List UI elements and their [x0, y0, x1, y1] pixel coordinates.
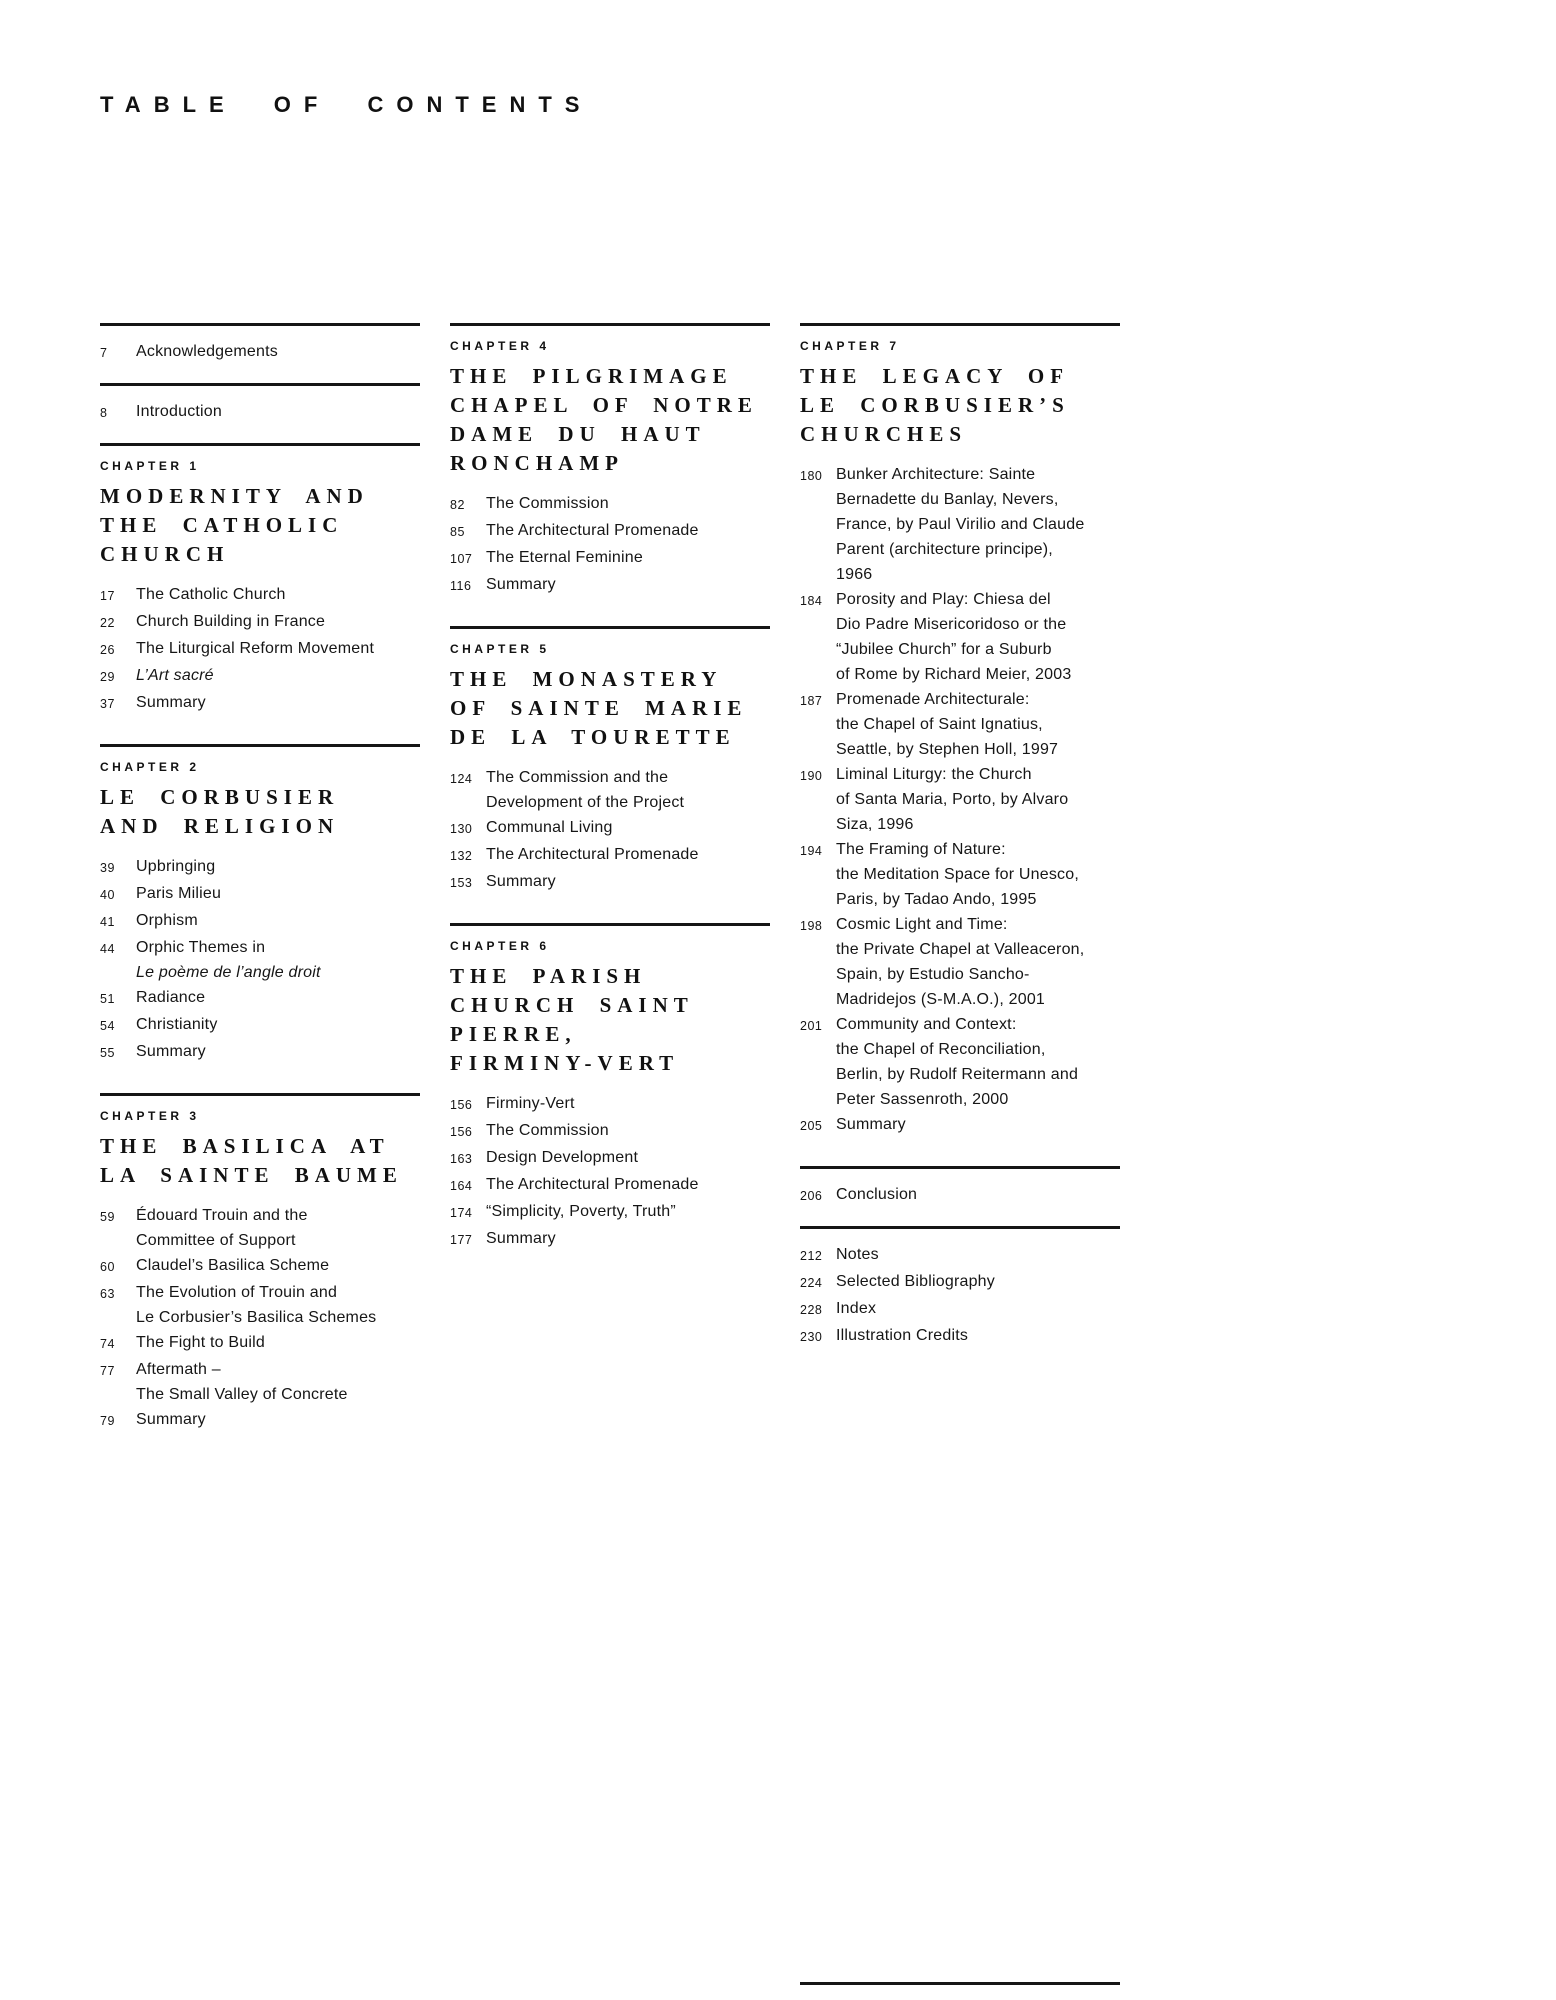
toc-entry	[800, 1323, 1120, 1350]
chapter-title-line: FIRMINY-VERT	[450, 1051, 680, 1075]
entry-title-line: The Small Valley of Concrete	[136, 1386, 348, 1403]
entry-title-line: Orphic Themes in	[136, 939, 266, 956]
entry-page-number: 40	[100, 888, 115, 902]
toc-entry	[100, 399, 420, 426]
chapter-title	[100, 1132, 420, 1190]
entry-title-line: Bernadette du Banlay, Nevers,	[836, 491, 1059, 508]
section-rule	[800, 323, 1120, 326]
chapter-title	[450, 665, 770, 752]
entry-title-line: of Rome by Richard Meier, 2003	[836, 666, 1072, 683]
entry-title	[136, 1280, 420, 1330]
entry-page-number: 26	[100, 643, 115, 657]
entry-page-number: 29	[100, 670, 115, 684]
entry-title-line: Introduction	[136, 403, 223, 420]
chapter-label: CHAPTER 5	[450, 642, 550, 656]
page-title: TABLE OF CONTENTS	[100, 92, 593, 117]
entry-page-number: 79	[100, 1414, 115, 1428]
toc-entry	[100, 881, 420, 908]
entry-page-number: 39	[100, 861, 115, 875]
entry-page-number: 44	[100, 942, 115, 956]
entry-title-line: Le Corbusier’s Basilica Schemes	[136, 1309, 377, 1326]
entry-title-line: the Chapel of Reconciliation,	[836, 1041, 1046, 1058]
entry-title-line: Liminal Liturgy: the Church	[836, 766, 1032, 783]
entry-page-number: 163	[450, 1152, 473, 1166]
toc-entry	[450, 765, 770, 815]
entry-title-line: Index	[836, 1300, 877, 1317]
toc-entry	[100, 908, 420, 935]
toc-entry	[800, 1112, 1120, 1139]
chapter-title	[800, 362, 1120, 449]
entry-title-line: Conclusion	[836, 1186, 918, 1203]
entry-page-number: 85	[450, 525, 465, 539]
toc-entry	[450, 1172, 770, 1199]
entry-title-line: The Framing of Nature:	[836, 841, 1006, 858]
entry-title	[836, 837, 1120, 912]
entry-page-number: 22	[100, 616, 115, 630]
entry-title	[836, 1242, 1120, 1269]
chapter-label: CHAPTER 1	[100, 459, 200, 473]
chapter-title	[450, 962, 770, 1078]
chapter-title-line: THE BASILICA AT	[100, 1134, 390, 1158]
entry-title	[486, 491, 770, 518]
entry-title-line: Porosity and Play: Chiesa del	[836, 591, 1051, 608]
entry-page-number: 132	[450, 849, 473, 863]
toc-entry	[100, 1203, 420, 1253]
entry-title-line: The Fight to Build	[136, 1334, 265, 1351]
entry-title-line: Le poème de l’angle droit	[136, 964, 321, 981]
entry-title	[486, 869, 770, 896]
toc-entry	[800, 1269, 1120, 1296]
entry-title-line: Parent (architecture principe),	[836, 541, 1053, 558]
entry-title	[136, 985, 420, 1012]
chapter-title-line: THE MONASTERY	[450, 667, 723, 691]
entry-page-number: 17	[100, 589, 115, 603]
section-rule	[450, 323, 770, 326]
toc-entry	[800, 837, 1120, 912]
entry-title	[486, 572, 770, 599]
entry-title-line: the Meditation Space for Unesco,	[836, 866, 1079, 883]
toc-entry	[800, 1182, 1120, 1209]
toc-entry	[450, 545, 770, 572]
chapter-title	[100, 783, 420, 841]
entry-title	[486, 518, 770, 545]
entry-title-line: Siza, 1996	[836, 816, 914, 833]
entry-title-line: Summary	[136, 1411, 206, 1428]
toc-section	[450, 923, 770, 1253]
entry-title-line: Bunker Architecture: Sainte	[836, 466, 1036, 483]
entry-page-number: 205	[800, 1119, 823, 1133]
entry-title-line: Cosmic Light and Time:	[836, 916, 1008, 933]
entry-page-number: 180	[800, 469, 823, 483]
entry-title	[486, 1091, 770, 1118]
entry-page-number: 54	[100, 1019, 115, 1033]
toc-entry	[800, 587, 1120, 687]
entry-title	[836, 912, 1120, 1012]
section-rule	[450, 626, 770, 629]
entry-title-line: Claudel’s Basilica Scheme	[136, 1257, 330, 1274]
entry-title-line: The Eternal Feminine	[486, 549, 643, 566]
entry-page-number: 130	[450, 822, 473, 836]
toc-section	[100, 443, 420, 717]
entry-title	[836, 1323, 1120, 1350]
chapter-label: CHAPTER 3	[100, 1109, 200, 1123]
entry-title-line: “Simplicity, Poverty, Truth”	[486, 1203, 676, 1220]
entry-title	[136, 690, 420, 717]
chapter-title-line: DAME DU HAUT	[450, 422, 706, 446]
chapter-title-line: OF SAINTE MARIE	[450, 696, 748, 720]
entry-title	[136, 399, 420, 426]
entry-title	[836, 1182, 1120, 1209]
toc-entry	[450, 1145, 770, 1172]
entry-page-number: 7	[100, 346, 108, 360]
toc-column-3	[800, 323, 1120, 1461]
toc-entry	[450, 869, 770, 896]
entry-page-number: 153	[450, 876, 473, 890]
entry-title-line: Community and Context:	[836, 1016, 1017, 1033]
chapter-title-line: RONCHAMP	[450, 451, 624, 475]
entry-page-number: 124	[450, 772, 473, 786]
toc-section	[800, 1226, 1120, 1350]
toc-entry	[450, 518, 770, 545]
entry-title-line: Peter Sassenroth, 2000	[836, 1091, 1009, 1108]
entry-page-number: 224	[800, 1276, 823, 1290]
entry-page-number: 184	[800, 594, 823, 608]
entry-title-line: Radiance	[136, 989, 206, 1006]
entry-title-line: The Architectural Promenade	[486, 522, 699, 539]
entry-title	[136, 908, 420, 935]
entry-page-number: 55	[100, 1046, 115, 1060]
entry-title	[136, 339, 420, 366]
toc-entry	[100, 1357, 420, 1407]
chapter-label: CHAPTER 4	[450, 339, 550, 353]
toc-entry	[800, 462, 1120, 587]
toc-entry	[450, 572, 770, 599]
entry-title-line: The Catholic Church	[136, 586, 286, 603]
entry-title-line: Notes	[836, 1246, 879, 1263]
entry-title-line: Upbringing	[136, 858, 216, 875]
entry-title	[836, 1269, 1120, 1296]
entry-page-number: 107	[450, 552, 473, 566]
section-rule	[100, 1093, 420, 1096]
entry-page-number: 37	[100, 697, 115, 711]
chapter-label: CHAPTER 6	[450, 939, 550, 953]
toc-columns	[100, 323, 1120, 1461]
toc-entry	[450, 1118, 770, 1145]
toc-entry	[100, 1039, 420, 1066]
chapter-title-line: THE PILGRIMAGE	[450, 364, 733, 388]
toc-entry	[100, 582, 420, 609]
entry-title-line: Development of the Project	[486, 794, 685, 811]
chapter-title-line: LE CORBUSIER’S	[800, 393, 1070, 417]
entry-title-line: Communal Living	[486, 819, 613, 836]
entry-title-line: the Private Chapel at Valleaceron,	[836, 941, 1085, 958]
entry-title	[486, 1172, 770, 1199]
entry-page-number: 63	[100, 1287, 115, 1301]
entry-title-line: of Santa Maria, Porto, by Alvaro	[836, 791, 1069, 808]
entry-page-number: 60	[100, 1260, 115, 1274]
chapter-title-line: THE LEGACY OF	[800, 364, 1070, 388]
toc-entry	[800, 762, 1120, 837]
entry-title	[136, 663, 420, 690]
toc-entry	[100, 609, 420, 636]
toc-section	[100, 744, 420, 1066]
entry-title	[486, 1145, 770, 1172]
toc-entry	[450, 491, 770, 518]
entry-title-line: France, by Paul Virilio and Claude	[836, 516, 1085, 533]
chapter-title-line: CHAPEL OF NOTRE	[450, 393, 758, 417]
entry-title	[836, 687, 1120, 762]
entry-title-line: The Architectural Promenade	[486, 846, 699, 863]
chapter-title-line: LA SAINTE BAUME	[100, 1163, 403, 1187]
toc-section	[450, 323, 770, 599]
toc-section	[100, 323, 420, 366]
entry-title-line: The Architectural Promenade	[486, 1176, 699, 1193]
toc-section	[100, 383, 420, 426]
chapter-title-line: CHURCH	[100, 542, 230, 566]
chapter-title-line: CHURCHES	[800, 422, 968, 446]
entry-title	[136, 1203, 420, 1253]
entry-page-number: 164	[450, 1179, 473, 1193]
toc-entry	[100, 663, 420, 690]
entry-title-line: Acknowledgements	[136, 343, 278, 360]
toc-section	[800, 323, 1120, 1139]
chapter-label: CHAPTER 7	[800, 339, 900, 353]
toc-entry	[100, 636, 420, 663]
section-rule	[100, 443, 420, 446]
entry-title	[136, 609, 420, 636]
entry-title	[136, 854, 420, 881]
entry-title	[136, 1039, 420, 1066]
entry-page-number: 177	[450, 1233, 473, 1247]
section-rule	[450, 923, 770, 926]
entry-title-line: Summary	[136, 1043, 206, 1060]
entry-title	[136, 881, 420, 908]
entry-title-line: Summary	[486, 576, 556, 593]
entry-page-number: 77	[100, 1364, 115, 1378]
toc-column-2	[450, 323, 770, 1461]
entry-page-number: 116	[450, 579, 472, 593]
toc-entry	[100, 985, 420, 1012]
entry-title-line: The Evolution of Trouin and	[136, 1284, 338, 1301]
entry-title-line: The Liturgical Reform Movement	[136, 640, 375, 657]
toc-column-1	[100, 323, 420, 1461]
toc-section	[800, 1166, 1120, 1209]
toc-entry	[100, 339, 420, 366]
entry-page-number: 206	[800, 1189, 823, 1203]
entry-title-line: The Commission	[486, 495, 609, 512]
chapter-label: CHAPTER 2	[100, 760, 200, 774]
toc-entry	[800, 1012, 1120, 1112]
entry-page-number: 174	[450, 1206, 473, 1220]
entry-title	[486, 1118, 770, 1145]
entry-title-line: Selected Bibliography	[836, 1273, 995, 1290]
toc-entry	[450, 1226, 770, 1253]
toc-entry	[100, 690, 420, 717]
entry-title-line: Summary	[836, 1116, 906, 1133]
entry-page-number: 194	[800, 844, 823, 858]
toc-section	[100, 1093, 420, 1434]
chapter-title-line: CHURCH SAINT	[450, 993, 694, 1017]
entry-title-line: Seattle, by Stephen Holl, 1997	[836, 741, 1059, 758]
entry-title-line: Christianity	[136, 1016, 218, 1033]
toc-entry	[450, 815, 770, 842]
entry-title	[486, 815, 770, 842]
entry-title-line: Madridejos (S-M.A.O.), 2001	[836, 991, 1046, 1008]
entry-page-number: 156	[450, 1125, 473, 1139]
entry-page-number: 59	[100, 1210, 115, 1224]
entry-title	[136, 1253, 420, 1280]
section-rule	[800, 1226, 1120, 1229]
entry-title	[486, 765, 770, 815]
chapter-title-line: DE LA TOURETTE	[450, 725, 736, 749]
chapter-title-line: AND RELIGION	[100, 814, 340, 838]
entry-title	[836, 1112, 1120, 1139]
entry-title-line: The Commission	[486, 1122, 609, 1139]
entry-page-number: 187	[800, 694, 823, 708]
entry-title-line: Church Building in France	[136, 613, 326, 630]
entry-title	[136, 1357, 420, 1407]
toc-entry	[100, 1407, 420, 1434]
entry-page-number: 212	[800, 1249, 823, 1263]
entry-title	[136, 1407, 420, 1434]
entry-title-line: Édouard Trouin and the	[136, 1207, 308, 1224]
section-rule	[100, 383, 420, 386]
entry-page-number: 228	[800, 1303, 823, 1317]
entry-title	[136, 582, 420, 609]
chapter-title-line: MODERNITY AND	[100, 484, 369, 508]
entry-page-number: 198	[800, 919, 823, 933]
entry-title-line: 1966	[836, 566, 873, 583]
entry-title	[836, 762, 1120, 837]
entry-page-number: 51	[100, 992, 115, 1006]
chapter-title-line: LE CORBUSIER	[100, 785, 340, 809]
toc-entry	[800, 1296, 1120, 1323]
entry-title-line: Paris Milieu	[136, 885, 222, 902]
entry-page-number: 190	[800, 769, 823, 783]
chapter-title-line: THE CATHOLIC	[100, 513, 344, 537]
entry-title-line: Dio Padre Misericoridoso or the	[836, 616, 1067, 633]
entry-title	[836, 462, 1120, 587]
chapter-title	[450, 362, 770, 478]
section-rule	[100, 323, 420, 326]
entry-title-line: the Chapel of Saint Ignatius,	[836, 716, 1043, 733]
entry-title-line: Summary	[486, 1230, 556, 1247]
entry-title	[486, 1199, 770, 1226]
entry-title-line: Promenade Architecturale:	[836, 691, 1030, 708]
entry-title	[486, 842, 770, 869]
toc-entry	[450, 1091, 770, 1118]
entry-title-line: Firminy-Vert	[486, 1095, 575, 1112]
chapter-title-line: THE PARISH	[450, 964, 647, 988]
entry-title	[486, 545, 770, 572]
entry-title-line: Summary	[486, 873, 556, 890]
toc-entry	[800, 1242, 1120, 1269]
toc-entry	[100, 1280, 420, 1330]
entry-title	[836, 1296, 1120, 1323]
toc-entry	[100, 854, 420, 881]
entry-page-number: 82	[450, 498, 465, 512]
entry-title	[836, 1012, 1120, 1112]
entry-title	[136, 1330, 420, 1357]
entry-title-line: Orphism	[136, 912, 198, 929]
toc-entry	[800, 687, 1120, 762]
entry-title-line: Design Development	[486, 1149, 639, 1166]
entry-title	[136, 1012, 420, 1039]
entry-title-line: Paris, by Tadao Ando, 1995	[836, 891, 1037, 908]
chapter-title	[100, 482, 420, 569]
toc-entry	[100, 1253, 420, 1280]
entry-title	[836, 587, 1120, 687]
bottom-rule	[800, 1982, 1120, 1985]
entry-title	[136, 935, 420, 985]
toc-entry	[100, 1012, 420, 1039]
section-rule	[100, 744, 420, 747]
entry-title-line: Committee of Support	[136, 1232, 296, 1249]
entry-title	[136, 636, 420, 663]
toc-entry	[450, 1199, 770, 1226]
entry-title-line: Berlin, by Rudolf Reitermann and	[836, 1066, 1079, 1083]
entry-page-number: 8	[100, 406, 108, 420]
entry-title	[486, 1226, 770, 1253]
entry-title-line: L’Art sacré	[136, 667, 214, 684]
entry-title-line: The Commission and the	[486, 769, 669, 786]
toc-entry	[450, 842, 770, 869]
toc-entry	[800, 912, 1120, 1012]
entry-title-line: Summary	[136, 694, 206, 711]
entry-page-number: 201	[800, 1019, 823, 1033]
entry-title-line: Spain, by Estudio Sancho-	[836, 966, 1030, 983]
toc-entry	[100, 935, 420, 985]
entry-page-number: 230	[800, 1330, 823, 1344]
chapter-title-line: PIERRE,	[450, 1022, 577, 1046]
toc-entry	[100, 1330, 420, 1357]
section-rule	[800, 1166, 1120, 1169]
entry-title-line: Illustration Credits	[836, 1327, 969, 1344]
entry-title-line: “Jubilee Church” for a Suburb	[836, 641, 1052, 658]
entry-page-number: 156	[450, 1098, 473, 1112]
entry-page-number: 41	[100, 915, 115, 929]
entry-page-number: 74	[100, 1337, 115, 1351]
entry-title-line: Aftermath –	[136, 1361, 221, 1378]
toc-section	[450, 626, 770, 896]
